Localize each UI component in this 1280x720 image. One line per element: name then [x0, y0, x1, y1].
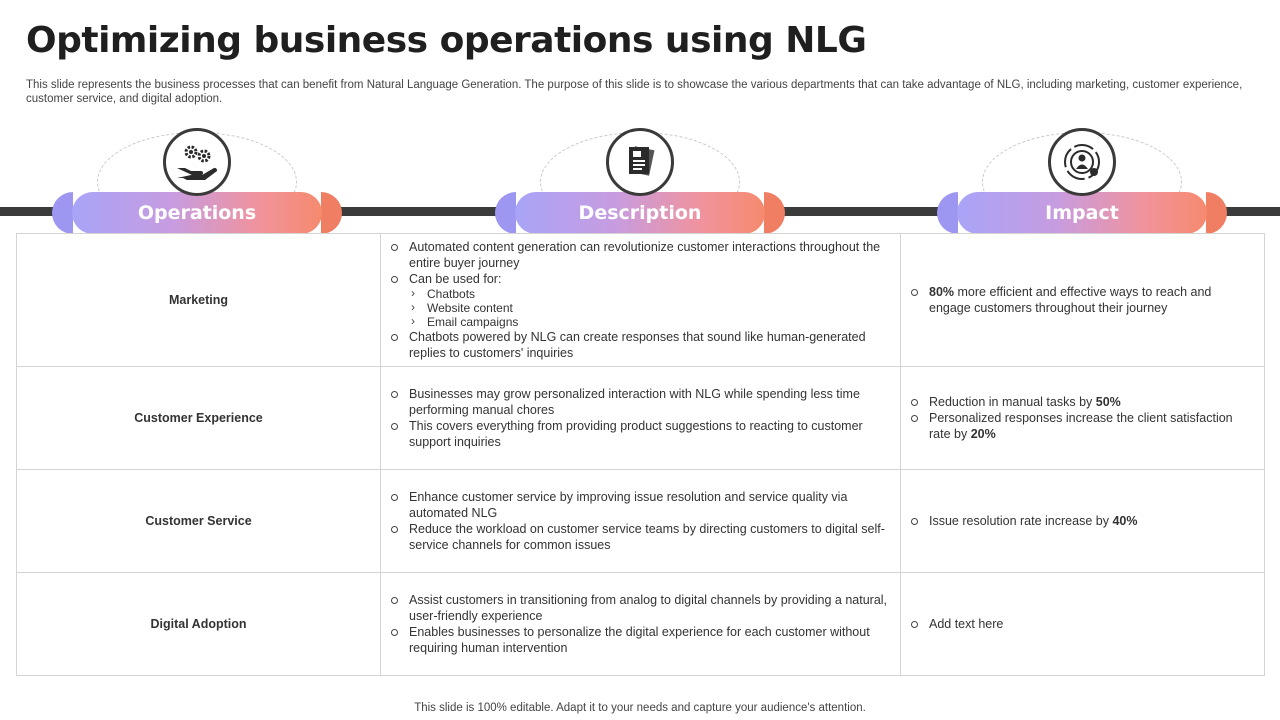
description-cell: [381, 573, 901, 676]
header-pill: [72, 192, 322, 234]
impact-list: [911, 513, 1254, 529]
header-description: [495, 128, 785, 234]
pill-cap-right: [320, 192, 342, 234]
slide-footer: This slide is 100% editable. Adapt it to your needs and capture your audience's attention.: [414, 702, 866, 714]
impact-text: more efficient and effective ways to reach and engage customers throughout their journey: [929, 285, 1212, 315]
pill-cap-left: [495, 192, 517, 234]
impact-text: Add text here: [929, 617, 1004, 631]
impact-cell: [901, 367, 1265, 470]
description-list: [391, 386, 890, 450]
impact-list: [911, 284, 1254, 316]
pill-cap-right: [1205, 192, 1227, 234]
impact-text: Issue resolution rate increase by: [929, 514, 1113, 528]
impact-list: [911, 394, 1254, 442]
sub-list: [409, 287, 890, 329]
list-item: [391, 239, 890, 271]
impact-metric: 80%: [929, 285, 955, 299]
hand-gears-icon: [163, 128, 231, 196]
impact-cell: [901, 470, 1265, 573]
list-item-text: Businesses may grow personalized interaction with NLG while spending less time performing manual chores: [409, 387, 860, 417]
sub-list-item: › Website content: [409, 301, 890, 315]
list-item-text: Enhance customer service by improving issue resolution and service quality via automated NLG: [409, 490, 848, 520]
impact-metric: 20%: [970, 427, 996, 441]
list-item-text: This covers everything from providing product suggestions to reacting to customer support inquiries: [409, 419, 863, 449]
table-row: [17, 367, 1265, 470]
list-item: [911, 394, 1254, 410]
list-item: [391, 489, 890, 521]
pill-cap-right: [763, 192, 785, 234]
header-operations: [52, 128, 342, 234]
table-row: [17, 470, 1265, 573]
impact-list: [911, 616, 1254, 632]
description-list: [391, 592, 890, 656]
list-item: [391, 329, 890, 361]
table-row: [17, 573, 1265, 676]
header-pill: [957, 192, 1207, 234]
operation-cell: Customer Service: [17, 470, 381, 573]
description-cell: [381, 234, 901, 367]
slide-title: Optimizing business operations using NLG: [26, 20, 867, 61]
list-item-text: Can be used for:: [409, 272, 502, 286]
impact-text: Reduction in manual tasks by: [929, 395, 1096, 409]
list-item: [911, 616, 1254, 632]
sub-list-item: › Chatbots: [409, 287, 890, 301]
list-item-text: Assist customers in transitioning from analog to digital channels by providing a natural, user-friendly experience: [409, 593, 888, 623]
list-item: [391, 592, 890, 624]
slide-subtitle: This slide represents the business processes that can benefit from Natural Language Generation. The purpose of this slide is to showcase the various departments that can take advantage of NLG, including marketing, customer experience, customer service, and digital adoption.: [26, 79, 1243, 105]
list-item: [911, 410, 1254, 442]
description-list: [391, 239, 890, 361]
operation-cell: Marketing: [17, 234, 381, 367]
header-impact: [937, 128, 1227, 234]
pill-cap-left: [52, 192, 74, 234]
header-label: Impact: [1045, 202, 1119, 224]
table-row: [17, 234, 1265, 367]
list-item-text: Automated content generation can revolutionize customer interactions throughout the entire buyer journey: [409, 240, 881, 270]
operations-table: [16, 233, 1265, 676]
list-item: [391, 521, 890, 553]
target-person-icon: [1048, 128, 1116, 196]
list-item: [391, 624, 890, 656]
list-item: [391, 386, 890, 418]
description-cell: [381, 367, 901, 470]
impact-text: Personalized responses increase the client satisfaction rate by: [929, 411, 1233, 441]
list-item-text: Reduce the workload on customer service teams by directing customers to digital self-service channels for common issues: [409, 522, 885, 552]
operation-cell: Digital Adoption: [17, 573, 381, 676]
list-item-text: Enables businesses to personalize the digital experience for each customer without requiring human intervention: [409, 625, 870, 655]
impact-metric: 40%: [1112, 514, 1138, 528]
pill-cap-left: [937, 192, 959, 234]
sub-list-item: › Email campaigns: [409, 315, 890, 329]
description-list: [391, 489, 890, 553]
header-label: Description: [578, 202, 702, 224]
list-item: [911, 513, 1254, 529]
description-cell: [381, 470, 901, 573]
header-pill: [515, 192, 765, 234]
document-icon: [606, 128, 674, 196]
header-label: Operations: [137, 202, 257, 224]
impact-metric: 50%: [1095, 395, 1121, 409]
impact-cell: [901, 234, 1265, 367]
list-item-text: Chatbots powered by NLG can create responses that sound like human-generated replies to customers' inquiries: [409, 330, 866, 360]
list-item: [391, 418, 890, 450]
list-item: [391, 271, 890, 329]
list-item: [911, 284, 1254, 316]
operation-cell: Customer Experience: [17, 367, 381, 470]
impact-cell: [901, 573, 1265, 676]
